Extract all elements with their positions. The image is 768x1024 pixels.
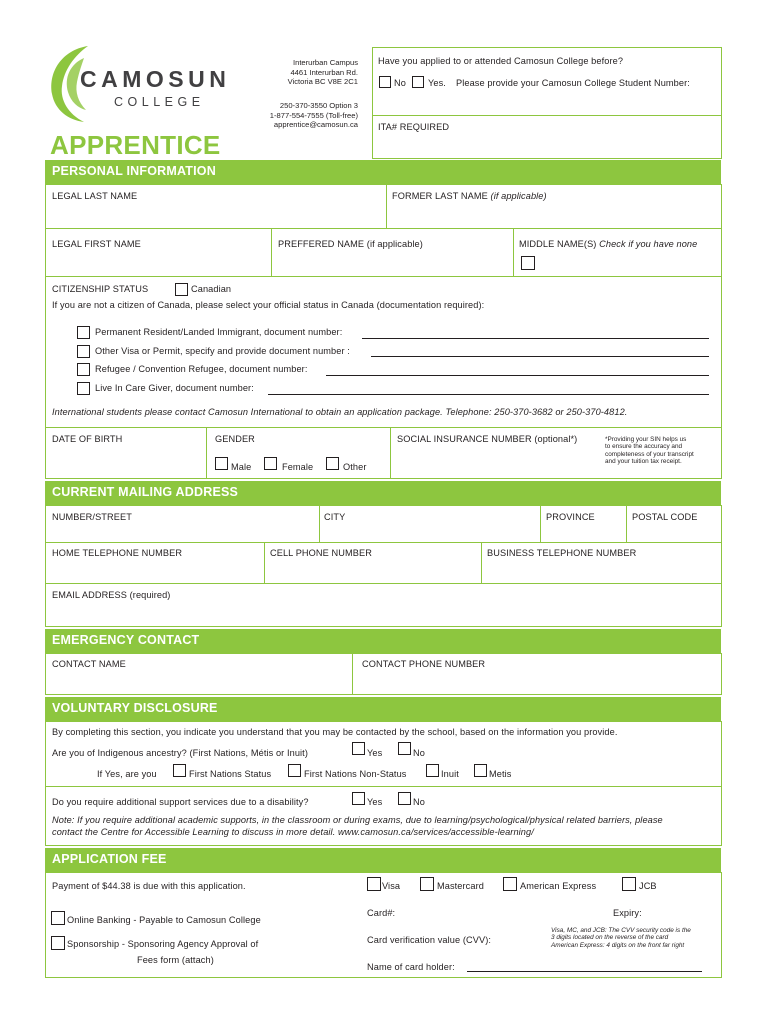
preferred-name-label: PREFFERED NAME (if applicable)	[278, 239, 423, 249]
sin-note: *Providing your SIN helps us to ensure the accuracy and completeness of your transcript and your tuition tax receipt.	[605, 436, 694, 466]
voluntary-disclosure-heading	[45, 697, 721, 721]
disability-yes-label: Yes	[367, 797, 383, 807]
card-number-label: Card#:	[367, 908, 396, 918]
home-phone-label: HOME TELEPHONE NUMBER	[52, 548, 183, 558]
phone-line: 1-877-554-7555 (Toll-free)	[269, 110, 358, 120]
jcb-checkbox[interactable]	[622, 877, 636, 891]
former-last-name-label: FORMER LAST NAME (if applicable)	[392, 191, 547, 201]
divider	[372, 115, 722, 116]
permanent-resident-doc-line[interactable]	[362, 338, 709, 339]
section-title: PERSONAL INFORMATION	[52, 164, 216, 178]
expiry-field[interactable]	[646, 904, 716, 918]
ita-label: ITA# REQUIRED	[378, 122, 450, 132]
first-nations-status-label: First Nations Status	[189, 769, 272, 779]
payment-note: Payment of $44.38 is due with this application.	[52, 881, 246, 891]
business-phone-label: BUSINESS TELEPHONE NUMBER	[487, 548, 637, 558]
accessibility-note-line2: contact the Centre for Accessible Learning to discuss in more detail. www.camosun.ca/services/accessible-learning/	[52, 827, 534, 837]
not-citizen-note: If you are not a citizen of Canada, please select your official status in Canada (documentation required):	[52, 300, 485, 310]
gender-label: GENDER	[215, 434, 255, 444]
metis-label: Metis	[489, 769, 512, 779]
online-banking-label: Online Banking - Payable to Camosun College	[67, 915, 261, 925]
expiry-label: Expiry:	[613, 908, 642, 918]
contact-name-label: CONTACT NAME	[52, 659, 126, 669]
metis-checkbox[interactable]	[474, 764, 487, 777]
disability-question: Do you require additional support services due to a disability?	[52, 797, 309, 807]
email-line: apprentice@camosun.ca	[273, 120, 358, 129]
city-label: CITY	[324, 512, 346, 522]
mastercard-label: Mastercard	[437, 881, 484, 891]
preferred-name-field[interactable]	[272, 251, 512, 275]
address-line: Interurban Campus	[292, 58, 358, 67]
divider	[45, 427, 722, 428]
disability-no-label: No	[413, 797, 425, 807]
disability-yes-checkbox[interactable]	[352, 792, 365, 805]
divider	[45, 276, 722, 277]
no-middle-name-checkbox[interactable]	[521, 256, 535, 270]
number-street-label: NUMBER/STREET	[52, 512, 132, 522]
province-label: PROVINCE	[546, 512, 595, 522]
care-giver-checkbox[interactable]	[77, 382, 90, 395]
online-banking-checkbox[interactable]	[51, 911, 65, 925]
address-line: 4461 Interurban Rd.	[290, 67, 358, 77]
refugee-label: Refugee / Convention Refugee, document number:	[95, 364, 308, 374]
visa-label: Visa	[382, 881, 401, 891]
sponsorship-label-line2: Fees form (attach)	[137, 955, 214, 965]
application-fee-heading	[45, 848, 721, 872]
campus-address	[244, 58, 358, 87]
gender-male-label: Male	[231, 462, 252, 472]
indigenous-yes-label: Yes	[367, 748, 383, 758]
indigenous-yes-checkbox[interactable]	[352, 742, 365, 755]
inuit-label: Inuit	[441, 769, 459, 779]
indigenous-no-checkbox[interactable]	[398, 742, 411, 755]
indigenous-no-label: No	[413, 748, 425, 758]
applied-yes-checkbox[interactable]	[412, 76, 424, 88]
care-giver-doc-line[interactable]	[268, 394, 709, 395]
applied-no-label: No	[394, 78, 406, 88]
legal-last-name-label: LEGAL LAST NAME	[52, 191, 138, 201]
refugee-checkbox[interactable]	[77, 363, 90, 376]
cell-phone-field[interactable]	[265, 560, 480, 582]
if-yes-label: If Yes, are you	[97, 769, 157, 779]
personal-info-heading	[45, 160, 721, 184]
permanent-resident-label: Permanent Resident/Landed Immigrant, document number:	[95, 327, 343, 337]
phone-line: 250-370-3550 Option 3	[279, 101, 358, 110]
visa-checkbox[interactable]	[367, 877, 381, 891]
emergency-contact-heading	[45, 629, 721, 653]
province-field[interactable]	[541, 524, 625, 541]
permanent-resident-checkbox[interactable]	[77, 326, 90, 339]
camosun-logo	[44, 44, 244, 124]
address-line: Victoria BC V8E 2C1	[287, 77, 358, 86]
inuit-checkbox[interactable]	[426, 764, 439, 777]
amex-checkbox[interactable]	[503, 877, 517, 891]
contact-name-field[interactable]	[46, 671, 351, 694]
business-phone-field[interactable]	[482, 560, 721, 582]
divider	[45, 583, 722, 584]
form-title: APPRENTICE	[50, 130, 221, 160]
indigenous-question: Are you of Indigenous ancestry? (First Nations, Métis or Inuit)	[52, 748, 308, 758]
gender-female-checkbox[interactable]	[264, 457, 277, 470]
care-giver-label: Live In Care Giver, document number:	[95, 383, 254, 393]
legal-last-name-field[interactable]	[46, 203, 385, 227]
canadian-checkbox[interactable]	[175, 283, 188, 296]
legal-first-name-label: LEGAL FIRST NAME	[52, 239, 141, 249]
gender-other-checkbox[interactable]	[326, 457, 339, 470]
divider	[45, 228, 722, 229]
canadian-label: Canadian	[191, 284, 232, 294]
section-title: EMERGENCY CONTACT	[52, 633, 200, 647]
number-street-field[interactable]	[46, 524, 318, 541]
section-title: VOLUNTARY DISCLOSURE	[52, 701, 218, 715]
divider	[45, 786, 722, 787]
applied-question: Have you applied to or attended Camosun College before?	[378, 56, 624, 66]
first-nations-non-status-label: First Nations Non-Status	[304, 769, 407, 779]
city-field[interactable]	[320, 524, 539, 541]
first-nations-non-status-checkbox[interactable]	[288, 764, 301, 777]
applied-yes-label: Yes.	[428, 78, 446, 88]
contact-phone-field[interactable]	[353, 671, 721, 694]
section-title: APPLICATION FEE	[52, 852, 167, 866]
dob-field[interactable]	[46, 446, 205, 478]
card-number-field[interactable]	[400, 904, 605, 918]
citizenship-label: CITIZENSHIP STATUS	[52, 284, 149, 294]
mailing-address-heading	[45, 481, 721, 505]
postal-code-label: POSTAL CODE	[632, 512, 698, 522]
divider	[206, 427, 207, 479]
refugee-doc-line[interactable]	[326, 375, 709, 376]
sin-label: SOCIAL INSURANCE NUMBER (optional*)	[397, 434, 578, 444]
mastercard-checkbox[interactable]	[420, 877, 434, 891]
email-label: EMAIL ADDRESS (required)	[52, 590, 171, 600]
jcb-label: JCB	[639, 881, 657, 891]
accessibility-note-line1: Note: If you require additional academic supports, in the classroom or during exams, due to learning/psychological/physical related barriers, please	[52, 815, 663, 825]
middle-name-label: MIDDLE NAME(S) Check if you have none	[519, 239, 698, 249]
other-visa-doc-line[interactable]	[371, 356, 709, 357]
other-visa-checkbox[interactable]	[77, 345, 90, 358]
cvv-note: Visa, MC, and JCB: The CVV security code is the 3 digits located on the reverse of the card American Express: 4 digits on the front far right	[551, 927, 691, 949]
sponsorship-checkbox[interactable]	[51, 936, 65, 950]
divider	[45, 542, 722, 543]
disability-no-checkbox[interactable]	[398, 792, 411, 805]
logo-sub-text: COLLEGE	[114, 95, 205, 109]
cvv-label: Card verification value (CVV):	[367, 935, 492, 945]
amex-label: American Express	[520, 881, 597, 891]
gender-other-label: Other	[343, 462, 367, 472]
sin-field[interactable]	[391, 446, 601, 478]
other-visa-label: Other Visa or Permit, specify and provide document number :	[95, 346, 350, 356]
campus-contact	[244, 101, 358, 130]
gender-male-checkbox[interactable]	[215, 457, 228, 470]
postal-code-field[interactable]	[627, 524, 721, 541]
applied-no-checkbox[interactable]	[379, 76, 391, 88]
voluntary-intro: By completing this section, you indicate you understand that you may be contacted by the school, based on the information you provide.	[52, 727, 618, 737]
first-nations-status-checkbox[interactable]	[173, 764, 186, 777]
contact-phone-label: CONTACT PHONE NUMBER	[362, 659, 486, 669]
former-last-name-field[interactable]	[387, 203, 721, 227]
legal-first-name-field[interactable]	[46, 251, 270, 275]
card-holder-line[interactable]	[467, 971, 702, 972]
logo-main-text: CAMOSUN	[80, 66, 231, 92]
sponsorship-label-line1: Sponsorship - Sponsoring Agency Approval of	[67, 939, 259, 949]
divider	[513, 228, 514, 276]
card-holder-label: Name of card holder:	[367, 962, 455, 972]
international-note: International students please contact Camosun International to obtain an application package. Telephone: 250-370-3682 or 250-370-4812.	[52, 407, 628, 417]
section-title: CURRENT MAILING ADDRESS	[52, 485, 239, 499]
home-phone-field[interactable]	[46, 560, 263, 582]
dob-label: DATE OF BIRTH	[52, 434, 123, 444]
cvv-field[interactable]	[505, 931, 545, 945]
gender-female-label: Female	[282, 462, 314, 472]
cell-phone-label: CELL PHONE NUMBER	[270, 548, 372, 558]
student-number-prompt: Please provide your Camosun College Student Number:	[456, 78, 690, 88]
email-field[interactable]	[46, 602, 721, 626]
